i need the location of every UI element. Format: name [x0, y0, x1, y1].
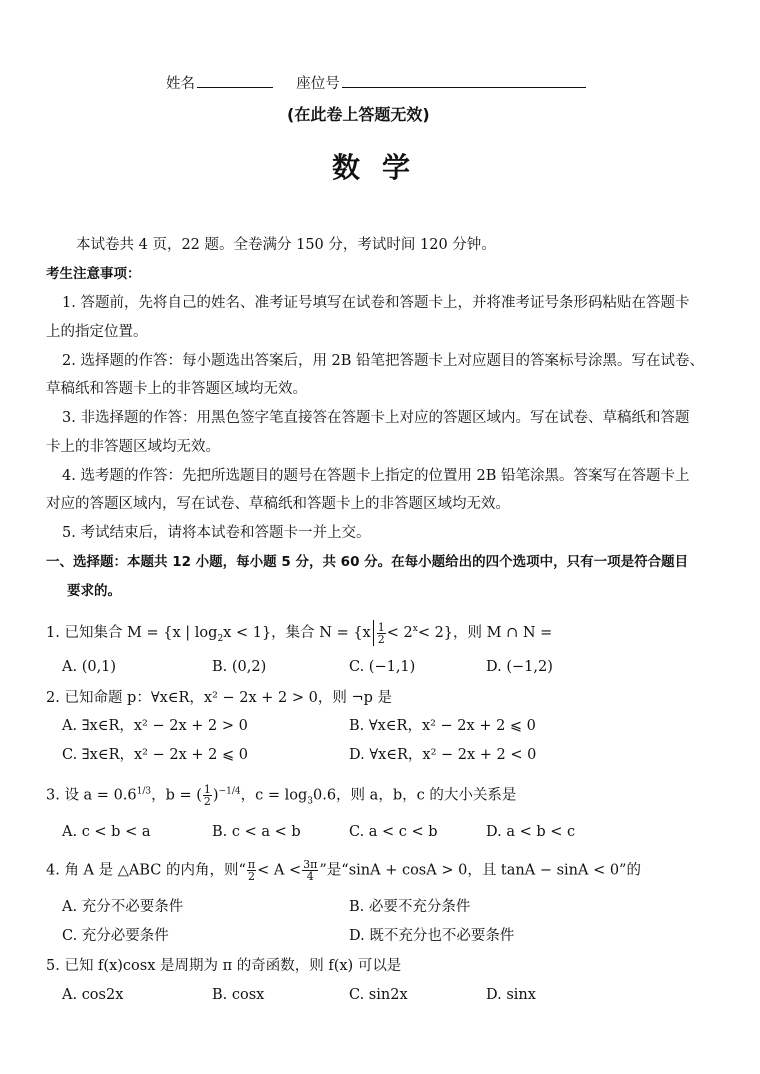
q3-option-a: A. c < b < a	[62, 824, 151, 840]
note-line: 上的指定位置。	[46, 324, 148, 340]
q3-option-b: B. c < a < b	[212, 824, 301, 840]
seat-blank	[342, 73, 586, 88]
note-line: 对应的答题区域内，写在试卷、草稿纸和答题卡上的非答题区域均无效。	[46, 496, 510, 512]
question-1-stem: 1. 已知集合 M = {x | $\log_2x < 1$}，集合 N = {x $\frac{1}{2}$ < $2^x< 2$}，则 M ∩ N =	[46, 620, 553, 646]
note-line: 草稿纸和答题卡上的非答题区域均无效。	[46, 381, 307, 397]
seat-label: 座位号	[296, 76, 340, 92]
note-line: 3. 非选择题的作答：用黑色签字笔直接答在答题卡上对应的答题区域内。写在试卷、草稿纸和答题	[62, 410, 690, 426]
q2-option-a: A. ∃x∈R，x² − 2x + 2 > 0	[62, 718, 248, 734]
question-4-stem: 4. 角 A 是 △ABC 的内角，则“ $\frac{\pi}{2}$ < A < $\frac{3\pi}{4}$ ”是“sinA + cosA > 0，且 tanA − sinA < 0”的	[46, 858, 641, 883]
question-2-stem: 2. 已知命题 p：∀x∈R，x² − 2x + 2 > 0，则 ¬p 是	[46, 690, 393, 706]
name-blank	[197, 73, 273, 88]
answer-invalid-notice: (在此卷上答题无效)	[287, 105, 430, 124]
note-line: 5. 考试结束后，请将本试卷和答题卡一并上交。	[62, 525, 371, 541]
q4-option-d: D. 既不充分也不必要条件	[349, 928, 515, 944]
name-label: 姓名	[166, 76, 195, 92]
name-field-row	[166, 73, 586, 94]
q4-option-b: B. 必要不充分条件	[349, 899, 471, 915]
note-line: 2. 选择题的作答：每小题选出答案后，用 2B 铅笔把答题卡上对应题目的答案标号涂黑。写在试卷、	[62, 353, 705, 369]
q3-option-d: D. a < b < c	[486, 824, 576, 840]
page-title: 数学	[332, 151, 433, 184]
q5-option-d: D. sinx	[486, 987, 536, 1003]
question-3-stem: 3. 设 $a = 0.6^{1/3}$，b = ( $\frac{1}{2}$ )$^{-1/4}$，$c = \log_30.6$，则 a，b，c 的大小关系是	[46, 783, 517, 808]
note-line: 卡上的非答题区域均无效。	[46, 439, 220, 455]
intro-text: 本试卷共 4 页，22 题。全卷满分 150 分，考试时间 120 分钟。	[76, 237, 496, 253]
q5-option-a: A. cos2x	[62, 987, 124, 1003]
q1-option-c: C. (−1,1)	[349, 659, 416, 675]
q3-option-c: C. a < c < b	[349, 824, 438, 840]
question-5-stem: 5. 已知 f(x)cosx 是周期为 π 的奇函数，则 f(x) 可以是	[46, 958, 402, 974]
note-line: 4. 选考题的作答：先把所选题目的题号在答题卡上指定的位置用 2B 铅笔涂黑。答案写在答题卡上	[62, 468, 690, 484]
q1-option-b: B. (0,2)	[212, 659, 267, 675]
q2-option-b: B. ∀x∈R，x² − 2x + 2 ⩽ 0	[349, 718, 536, 734]
q4-option-a: A. 充分不必要条件	[62, 899, 184, 915]
q2-option-d: D. ∀x∈R，x² − 2x + 2 < 0	[349, 747, 537, 763]
q5-option-b: B. cosx	[212, 987, 265, 1003]
q4-option-c: C. 充分必要条件	[62, 928, 169, 944]
q1-option-a: A. (0,1)	[62, 659, 117, 675]
q2-option-c: C. ∃x∈R，x² − 2x + 2 ⩽ 0	[62, 747, 248, 763]
q5-option-c: C. sin2x	[349, 987, 408, 1003]
notes-heading: 考生注意事项：	[46, 266, 141, 282]
note-line: 1. 答题前，先将自己的姓名、准考证号填写在试卷和答题卡上，并将准考证号条形码粘贴在答题卡	[62, 295, 690, 311]
section-heading-cont: 要求的。	[67, 583, 121, 599]
q1-option-d: D. (−1,2)	[486, 659, 553, 675]
section-heading: 一、选择题：本题共 12 小题，每小题 5 分，共 60 分。在每小题给出的四个选项中，只有一项是符合题目	[46, 554, 689, 570]
